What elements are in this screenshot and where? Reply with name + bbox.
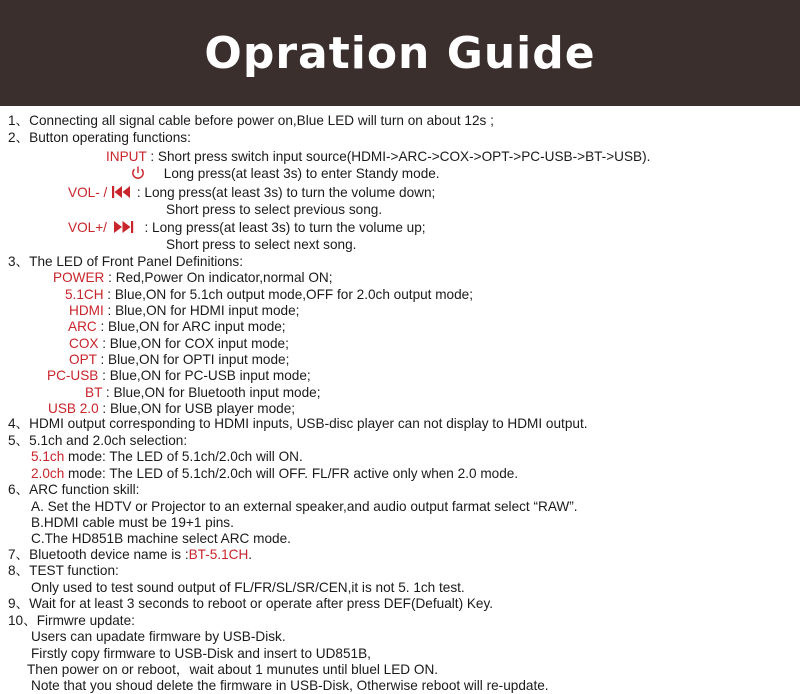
led-label: POWER (53, 270, 105, 285)
led-item-pcusb (47, 367, 311, 384)
input-desc: : Short press switch input source(HDMI->ARC->COX->OPT->PC-USB->BT->USB). (146, 149, 651, 164)
section-1: 1、Connecting all signal cable before power on,Blue LED will turn on about 12s ; (8, 113, 494, 128)
led-desc: : Blue,ON for 5.1ch output mode,OFF for 2.0ch output mode; (103, 287, 474, 302)
firmware-line-3: Then power on or reboot，wait about 1 munutes until bluel LED ON. (27, 662, 439, 677)
led-label: OPT (69, 352, 97, 367)
page-title: Opration Guide (204, 27, 596, 79)
mode-label: 5.1ch (31, 449, 65, 464)
bluetooth-prefix: 7、Bluetooth device name is : (8, 547, 189, 562)
arc-skill-b: B.HDMI cable must be 19+1 pins. (31, 515, 234, 530)
bluetooth-suffix: . (248, 547, 253, 562)
led-label: COX (69, 336, 99, 351)
section-10-heading: 10、Firmwre update: (8, 613, 135, 628)
led-item-power (53, 269, 333, 286)
led-desc: : Blue,ON for ARC input mode; (96, 319, 286, 334)
led-item-51ch (65, 286, 473, 303)
vol-up-label: VOL+/ (68, 220, 107, 235)
mode-51ch-row (31, 448, 303, 465)
led-label: PC-USB (47, 368, 99, 383)
input-label: INPUT (106, 149, 147, 164)
led-desc: : Red,Power On indicator,normal ON; (104, 270, 333, 285)
section-8-heading: 8、TEST function: (8, 563, 119, 578)
section-7 (8, 546, 252, 563)
firmware-line-2: Firstly copy firmware to USB-Disk and insert to UD851B, (31, 646, 371, 661)
section-2-heading: 2、Button operating functions: (8, 130, 191, 145)
arc-skill-c: C.The HD851B machine select ARC mode. (31, 531, 291, 546)
led-item-cox (69, 335, 289, 352)
led-item-arc (68, 318, 286, 335)
vol-down-desc-2: Short press to select previous song. (166, 202, 383, 217)
test-function-desc: Only used to test sound output of FL/FR/SL/SR/CEN,it is not 5. 1ch test. (31, 580, 465, 595)
power-icon (130, 165, 146, 181)
vol-up-row (68, 219, 426, 236)
led-desc: : Blue,ON for COX input mode; (98, 336, 289, 351)
input-button-row (106, 148, 650, 165)
section-6-heading: 6、ARC function skill: (8, 482, 140, 497)
mode-label: 2.0ch (31, 466, 65, 481)
led-desc: : Blue,ON for PC-USB input mode; (98, 368, 311, 383)
led-item-bt (85, 384, 321, 401)
vol-down-label: VOL- / (68, 185, 108, 200)
mode-20ch-row (31, 465, 518, 482)
led-desc: : Blue,ON for Bluetooth input mode; (102, 385, 321, 400)
header-banner (0, 0, 800, 106)
vol-up-desc-1: : Long press(at least 3s) to turn the volume up; (140, 220, 426, 235)
vol-up-desc-2: Short press to select next song. (166, 237, 357, 252)
led-label: ARC (68, 319, 97, 334)
led-label: 5.1CH (65, 287, 104, 302)
led-desc: : Blue,ON for USB player mode; (98, 401, 296, 416)
led-label: BT (85, 385, 103, 400)
vol-down-desc-1: : Long press(at least 3s) to turn the volume down; (133, 185, 436, 200)
power-button-row (130, 165, 440, 182)
mode-desc: mode: The LED of 5.1ch/2.0ch will OFF. FL/FR active only when 2.0 mode. (64, 466, 519, 481)
arc-skill-a: A. Set the HDTV or Projector to an external speaker,and audio output farmat select “RAW”. (31, 499, 578, 514)
led-item-hdmi (69, 302, 299, 319)
firmware-line-1: Users can upadate firmware by USB-Disk. (31, 629, 286, 644)
mode-desc: mode: The LED of 5.1ch/2.0ch will ON. (64, 449, 303, 464)
led-desc: : Blue,ON for HDMI input mode; (103, 303, 300, 318)
next-track-icon (111, 219, 141, 235)
bluetooth-name: BT-5.1CH (188, 547, 249, 562)
firmware-line-4: Note that you shoud delete the firmware in USB-Disk, Otherwise reboot will re-update. (31, 678, 549, 693)
led-label: USB 2.0 (48, 401, 99, 416)
section-4: 4、HDMI output corresponding to HDMI inputs, USB-disc player can not display to HDMI output. (8, 416, 588, 431)
led-item-opt (69, 351, 289, 368)
section-9: 9、Wait for at least 3 seconds to reboot or operate after press DEF(Defualt) Key. (8, 596, 494, 611)
power-desc: Long press(at least 3s) to enter Standy mode. (163, 166, 440, 181)
led-desc: : Blue,ON for OPTI input mode; (96, 352, 290, 367)
led-label: HDMI (69, 303, 104, 318)
previous-track-icon (111, 184, 133, 200)
vol-down-row (68, 184, 435, 201)
section-5-heading: 5、5.1ch and 2.0ch selection: (8, 433, 188, 448)
section-3-heading: 3、The LED of Front Panel Definitions: (8, 254, 243, 269)
